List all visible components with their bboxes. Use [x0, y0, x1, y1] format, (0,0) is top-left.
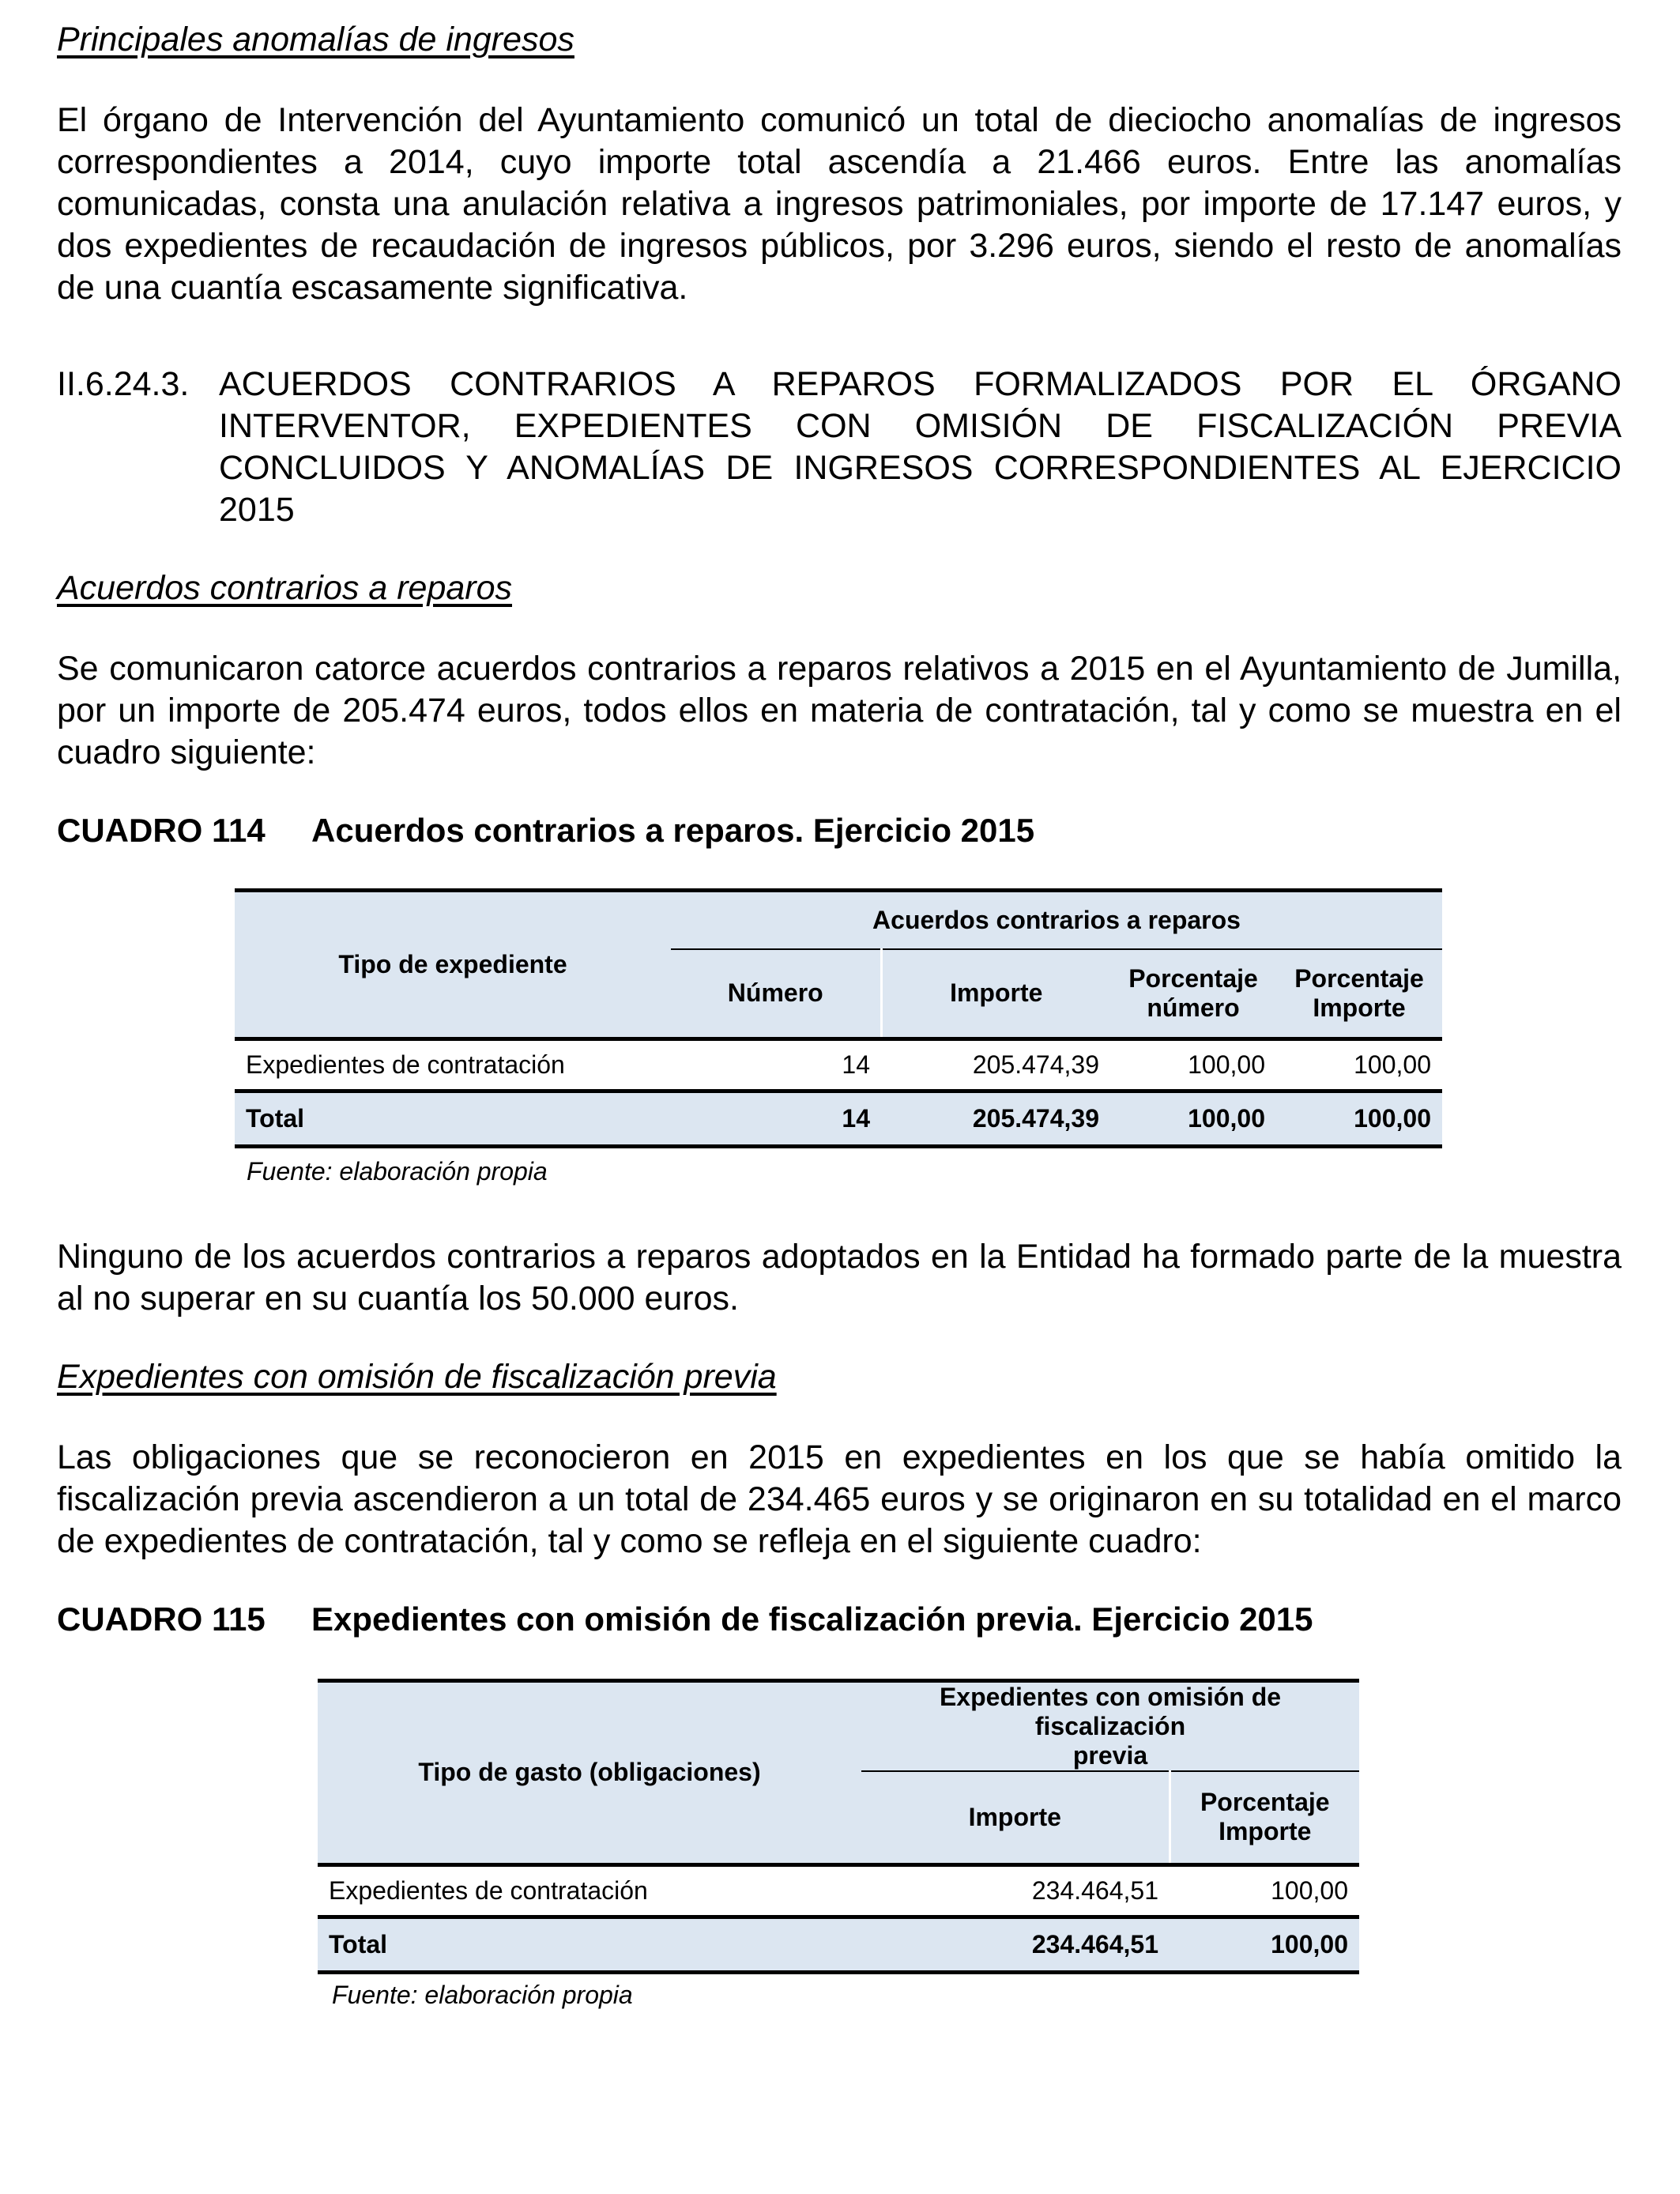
table-114-total-numero: 14 — [671, 1091, 881, 1147]
cuadro-115-source: Fuente: elaboración propia — [332, 1981, 633, 2009]
table-114-row-importe: 205.474,39 — [881, 1039, 1110, 1091]
section-heading-acuerdos: Acuerdos contrarios a reparos — [57, 569, 513, 607]
table-114-total-importe: 205.474,39 — [881, 1091, 1110, 1147]
table-115-header-type: Tipo de gasto (obligaciones) — [318, 1681, 861, 1865]
paragraph-omision: Las obligaciones que se reconocieron en 2015 en expedientes en los que se había omitido la fiscalización previa ascendieron a un total de 234.465 euros y se originaron en su totalidad en el marco de expedientes de contratación, tal y como se refleja en el siguiente cuadro: — [57, 1438, 1622, 1560]
table-row — [235, 1039, 1442, 1091]
paragraph-acuerdos: Se comunicaron catorce acuerdos contrarios a reparos relativos a 2015 en el Ayuntamiento de Jumilla, por un importe de 205.474 euros, todos ellos en materia de contratación, tal y como se muestra en el cuadro siguiente: — [57, 650, 1622, 771]
section-number: II.6.24.3. — [57, 365, 190, 403]
cuadro-115-table — [318, 1679, 1359, 1974]
table-114-row-pct-numero: 100,00 — [1110, 1039, 1276, 1091]
table-115-total-pct-importe: 100,00 — [1170, 1917, 1359, 1972]
table-114-col-pct-importe-line1: Porcentaje — [1294, 963, 1424, 993]
cuadro-115-caption: Expedientes con omisión de fiscalización previa. Ejercicio 2015 — [311, 1600, 1313, 1638]
table-114-col-pct-importe-line2: Importe — [1313, 993, 1406, 1022]
cuadro-114-title — [57, 809, 1034, 851]
cuadro-114-table — [235, 888, 1442, 1148]
table-115-total-importe: 234.464,51 — [861, 1917, 1170, 1972]
table-total-row — [235, 1091, 1442, 1147]
table-115-row-label: Expedientes de contratación — [318, 1864, 861, 1917]
table-115-total-label: Total — [318, 1917, 861, 1972]
table-114-row-label: Expedientes de contratación — [235, 1039, 671, 1091]
table-114-row-numero: 14 — [671, 1039, 881, 1091]
table-115-col-importe: Importe — [861, 1771, 1170, 1864]
table-115-header-group-line1: Expedientes con omisión de fiscalización — [939, 1683, 1282, 1740]
table-114-col-pct-numero-line2: número — [1147, 993, 1240, 1022]
table-114-col-pct-numero — [1110, 949, 1276, 1039]
table-114-header-type: Tipo de expediente — [235, 891, 671, 1039]
cuadro-114-number: CUADRO 114 — [57, 812, 266, 849]
table-114-col-numero: Número — [671, 949, 881, 1039]
section-heading-anomalias-2014: Principales anomalías de ingresos — [57, 21, 574, 58]
paragraph-anomalias-2014: El órgano de Intervención del Ayuntamiento comunicó un total de dieciocho anomalías de ingresos correspondientes a 2014, cuyo importe total ascendía a 21.466 euros. Entre las anomalías comunicadas, consta una anulación relativa a ingresos patrimoniales, por importe de 17.147 euros, y dos expedientes de recaudación de ingresos públicos, por 3.296 euros, siendo el resto de anomalías de una cuantía escasamente significativa. — [57, 101, 1622, 307]
section-title: ACUERDOS CONTRARIOS A REPAROS FORMALIZADOS POR EL ÓRGANO INTERVENTOR, EXPEDIENTES CON OMISIÓN DE FISCALIZACIÓN PREVIA CONCLUIDOS Y ANOMALÍAS DE INGRESOS CORRESPONDIENTES AL EJERCICIO 2015 — [219, 365, 1622, 529]
table-115-col-pct-importe-line2: Importe — [1219, 1817, 1312, 1846]
section-heading-omision: Expedientes con omisión de fiscalización previa — [57, 1358, 777, 1396]
table-115-col-pct-importe — [1170, 1771, 1359, 1864]
table-115-row-importe: 234.464,51 — [861, 1864, 1170, 1917]
table-115-col-pct-importe-line1: Porcentaje — [1200, 1788, 1330, 1817]
table-row — [318, 1864, 1359, 1917]
table-114-header-group: Acuerdos contrarios a reparos — [671, 891, 1442, 949]
cuadro-114-source: Fuente: elaboración propia — [247, 1157, 548, 1186]
table-115-header-group-line2: previa — [1072, 1741, 1148, 1770]
table-114-col-importe: Importe — [881, 949, 1110, 1039]
table-115-row-pct-importe: 100,00 — [1170, 1864, 1359, 1917]
table-114-total-pct-importe: 100,00 — [1276, 1091, 1442, 1147]
table-115-header-group — [861, 1681, 1359, 1772]
paragraph-muestra: Ninguno de los acuerdos contrarios a reparos adoptados en la Entidad ha formado parte de la muestra al no superar en su cuantía los 50.000 euros. — [57, 1238, 1622, 1318]
cuadro-115-title — [57, 1598, 1313, 1640]
table-114-row-pct-importe: 100,00 — [1276, 1039, 1442, 1091]
cuadro-115-number: CUADRO 115 — [57, 1600, 266, 1638]
table-114-col-pct-numero-line1: Porcentaje — [1128, 963, 1258, 993]
table-114-total-label: Total — [235, 1091, 671, 1147]
cuadro-114-caption: Acuerdos contrarios a reparos. Ejercicio 2015 — [311, 812, 1035, 849]
table-total-row — [318, 1917, 1359, 1972]
table-114-col-pct-importe — [1276, 949, 1442, 1039]
table-114-total-pct-numero: 100,00 — [1110, 1091, 1276, 1147]
